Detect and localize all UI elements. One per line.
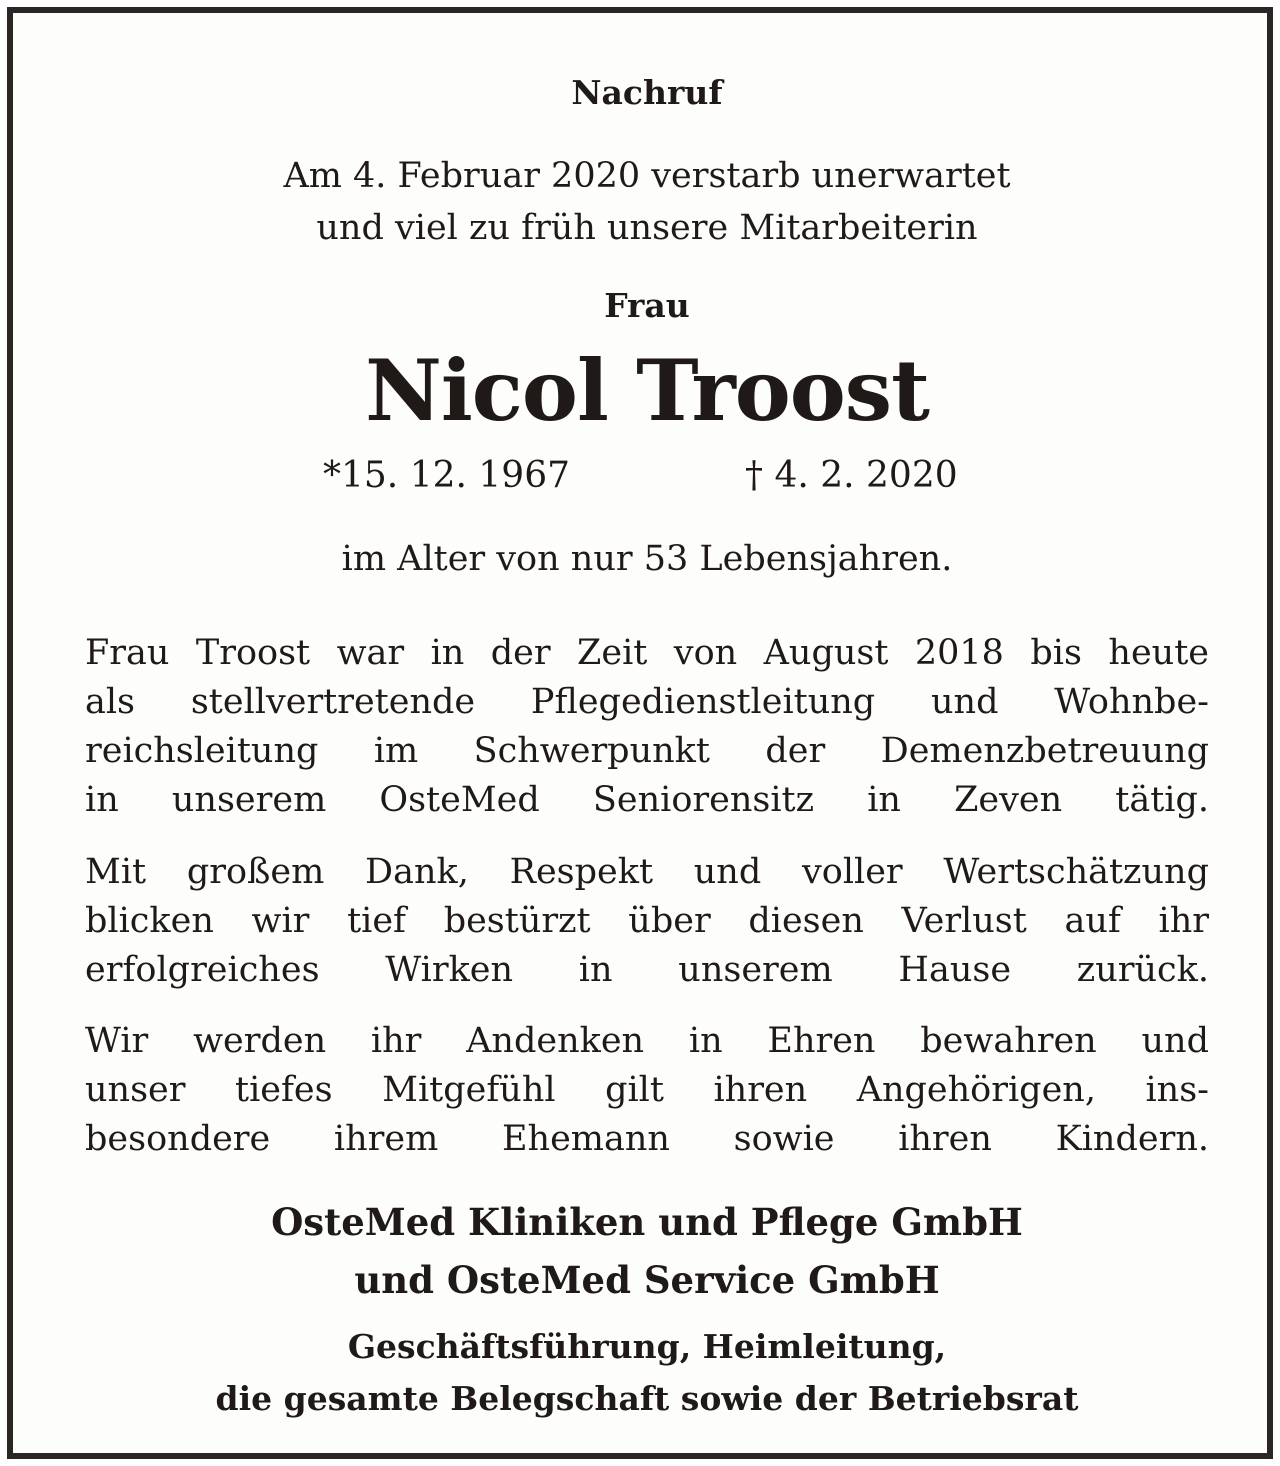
paragraph-line: erfolgreiches Wirken in unserem Hause zurück. [85, 950, 1209, 990]
signatory-line: Geschäftsführung, Heimleitung, [347, 1327, 947, 1366]
company-line: und OsteMed Service GmbH [354, 1258, 940, 1302]
salutation: Frau [604, 286, 690, 325]
body-paragraph [85, 1017, 1209, 1164]
paragraph-line: reichsleitung im Schwerpunkt der Demenzbetreuung [85, 731, 1209, 771]
company-names [85, 1193, 1209, 1309]
body-paragraph [85, 629, 1209, 825]
paragraph-line: besondere ihrem Ehemann sowie ihren Kindern. [85, 1119, 1209, 1159]
paragraph-line: in unserem OsteMed Seniorensitz in Zeven tätig. [85, 780, 1209, 820]
paragraph-line: Frau Troost war in der Zeit von August 2018 bis heute [85, 633, 1209, 673]
paragraph-line: Wir werden ihr Andenken in Ehren bewahren und [85, 1021, 1209, 1061]
signatories [85, 1321, 1209, 1425]
deceased-name: Nicol Troost [365, 341, 929, 440]
paragraph-line: Mit großem Dank, Respekt und voller Wertschätzung [85, 852, 1209, 892]
death-date: † 4. 2. 2020 [745, 455, 958, 496]
company-line: OsteMed Kliniken und Pflege GmbH [271, 1200, 1023, 1244]
obituary-notice [7, 7, 1273, 1459]
intro-text [85, 150, 1209, 254]
age-line: im Alter von nur 53 Lebensjahren. [341, 539, 953, 579]
birth-date: *15. 12. 1967 [323, 455, 571, 496]
notice-heading: Nachruf [571, 73, 723, 112]
signatory-line: die gesamte Belegschaft sowie der Betriebsrat [215, 1379, 1079, 1418]
intro-line: und viel zu früh unsere Mitarbeiterin [316, 208, 978, 248]
body-paragraph [85, 848, 1209, 995]
paragraph-line: blicken wir tief bestürzt über diesen Verlust auf ihr [85, 901, 1209, 941]
paragraph-line: als stellvertretende Pflegedienstleitung und Wohnbe- [85, 682, 1209, 722]
paragraph-line: unser tiefes Mitgefühl gilt ihren Angehörigen, ins- [85, 1070, 1209, 1110]
intro-line: Am 4. Februar 2020 verstarb unerwartet [283, 156, 1011, 196]
